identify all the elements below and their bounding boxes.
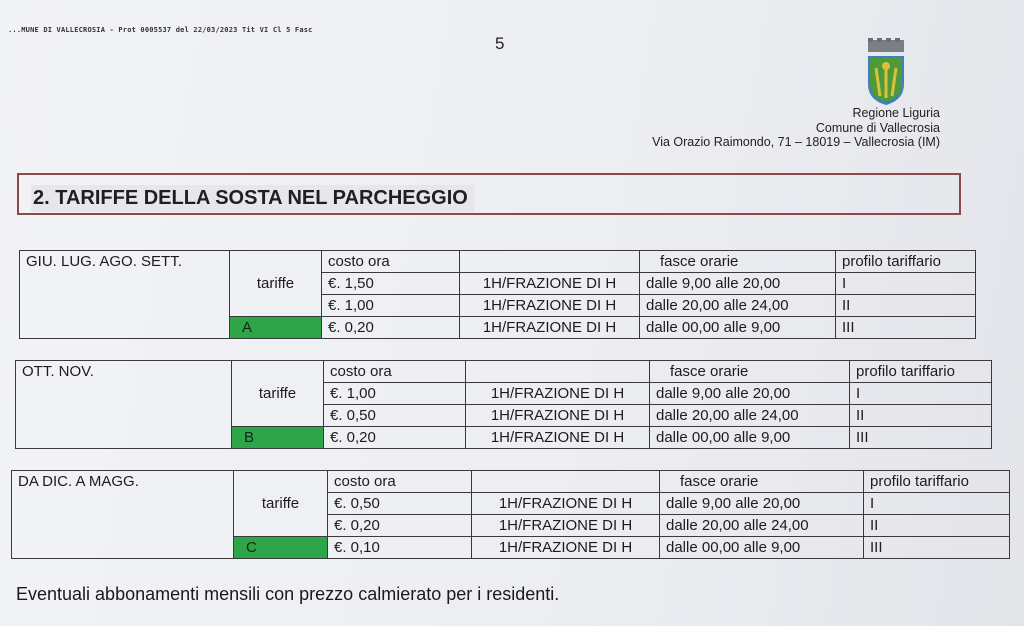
hours-cell: dalle 00,00 alle 9,00 [650,427,850,449]
header-profilo-tariffario: profilo tariffario [850,361,992,383]
cost-cell: €. 0,10 [328,537,472,559]
hours-cell: dalle 20,00 alle 24,00 [640,295,836,317]
hours-cell: dalle 00,00 alle 9,00 [640,317,836,339]
unit-cell: 1H/FRAZIONE DI H [466,405,650,427]
protocol-stamp: ...MUNE DI VALLECROSIA - Prot 0005537 del 22/03/2023 Tit VI Cl 5 Fasc [8,26,313,34]
profile-cell: I [864,493,1010,515]
hours-cell: dalle 9,00 alle 20,00 [650,383,850,405]
zone-badge: A [230,317,322,339]
profile-cell: II [836,295,976,317]
tariffe-label: tariffe [230,273,322,295]
hours-cell: dalle 9,00 alle 20,00 [660,493,864,515]
hours-cell: dalle 9,00 alle 20,00 [640,273,836,295]
region-name: Regione Liguria [852,106,940,120]
address: Via Orazio Raimondo, 71 – 18019 – Vallecrosia (IM) [652,135,940,149]
header-fasce-orarie: fasce orarie [660,471,864,493]
hours-cell: dalle 20,00 alle 24,00 [660,515,864,537]
page-number: 5 [495,34,505,53]
tariffe-label: tariffe [232,383,324,405]
zone-badge: C [234,537,328,559]
header-costo-ora: costo ora [322,251,460,273]
unit-cell: 1H/FRAZIONE DI H [472,493,660,515]
unit-cell: 1H/FRAZIONE DI H [460,273,640,295]
header-profilo-tariffario: profilo tariffario [836,251,976,273]
header-fasce-orarie: fasce orarie [650,361,850,383]
profile-cell: III [836,317,976,339]
unit-cell: 1H/FRAZIONE DI H [460,317,640,339]
tariff-table-summer [19,250,976,339]
period-label: DA DIC. A MAGG. [12,471,234,493]
unit-cell: 1H/FRAZIONE DI H [472,515,660,537]
period-label: GIU. LUG. AGO. SETT. [20,251,230,273]
header-profilo-tariffario: profilo tariffario [864,471,1010,493]
header-fasce-orarie: fasce orarie [640,251,836,273]
hours-cell: dalle 00,00 alle 9,00 [660,537,864,559]
profile-cell: II [850,405,992,427]
profile-cell: III [850,427,992,449]
period-label: OTT. NOV. [16,361,232,383]
zone-badge: B [232,427,324,449]
cost-cell: €. 0,20 [324,427,466,449]
municipality-name: Comune di Vallecrosia [815,120,940,135]
cost-cell: €. 1,00 [324,383,466,405]
cost-cell: €. 0,50 [328,493,472,515]
profile-cell: III [864,537,1010,559]
profile-cell: I [850,383,992,405]
municipal-crest-logo [864,38,908,106]
footer-note: Eventuali abbonamenti mensili con prezzo calmierato per i residenti. [16,584,560,604]
profile-cell: II [864,515,1010,537]
tariff-table-autumn [15,360,992,449]
unit-cell: 1H/FRAZIONE DI H [472,537,660,559]
cost-cell: €. 1,00 [322,295,460,317]
unit-cell: 1H/FRAZIONE DI H [460,295,640,317]
section-title: 2. TARIFFE DELLA SOSTA NEL PARCHEGGIO [31,185,474,212]
cost-cell: €. 1,50 [322,273,460,295]
header-costo-ora: costo ora [328,471,472,493]
tariffe-label: tariffe [234,493,328,515]
header-costo-ora: costo ora [324,361,466,383]
institution-header [652,106,940,150]
cost-cell: €. 0,20 [328,515,472,537]
unit-cell: 1H/FRAZIONE DI H [466,427,650,449]
unit-cell: 1H/FRAZIONE DI H [466,383,650,405]
cost-cell: €. 0,50 [324,405,466,427]
cost-cell: €. 0,20 [322,317,460,339]
profile-cell: I [836,273,976,295]
section-heading-box [17,173,961,215]
hours-cell: dalle 20,00 alle 24,00 [650,405,850,427]
tariff-table-winter [11,470,1010,559]
